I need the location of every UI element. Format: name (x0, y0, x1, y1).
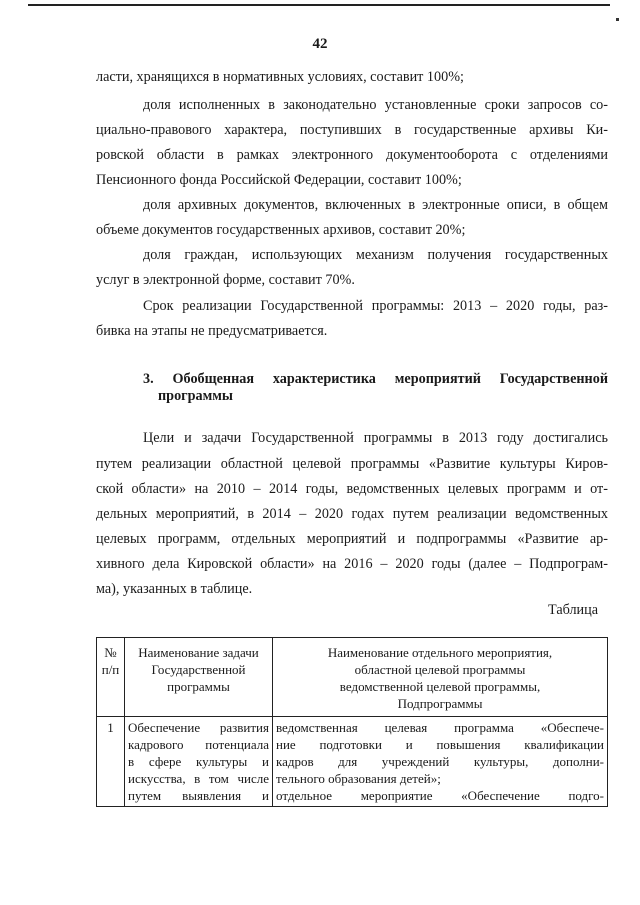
header-num (97, 638, 125, 717)
text-line: объеме документов государственных архивов, составит 20%; (96, 222, 466, 238)
section-heading-line-2: программы (158, 388, 233, 404)
text-line: бивка на этапы не предусматривается. (96, 323, 328, 339)
cell-text: кадров для учреждений культуры, дополни- (276, 754, 604, 769)
header-text: Наименование задачи (138, 645, 259, 660)
corner-mark (616, 18, 619, 21)
activity-cell (273, 717, 608, 807)
page-number: 42 (312, 36, 328, 52)
text-line: доля граждан, использующих механизм получения государственных (143, 247, 608, 263)
text-line: Срок реализации Государственной программы: 2013 – 2020 годы, раз- (143, 298, 608, 314)
text-line: услуг в электронной форме, составит 70%. (96, 272, 355, 288)
task-cell (125, 717, 273, 807)
cell-text: искусства, в том числе (128, 771, 269, 786)
text-line: ской области» на 2010 – 2014 годы, ведомственных целевых программ и от- (96, 481, 608, 497)
program-table (96, 637, 608, 807)
cell-text: тельного образования детей»; (276, 771, 441, 786)
header-text: Наименование отдельного мероприятия, (327, 645, 553, 660)
table-header-row (97, 638, 608, 717)
text-line: доля архивных документов, включенных в электронные описи, в общем (143, 197, 608, 213)
cell-text: в сфере культуры и (128, 754, 269, 769)
text-line: ма), указанных в таблице. (96, 581, 253, 597)
header-text: ведомственной целевой программы, (339, 679, 541, 694)
header-text: программы (167, 679, 230, 694)
header-task (125, 638, 273, 717)
cell-text: ведомственная целевая программа «Обеспече- (276, 720, 604, 735)
header-text: областной целевой программы (354, 662, 526, 677)
section-heading-line-1: 3. Обобщенная характеристика мероприятий Государственной (143, 371, 608, 387)
cell-text: кадрового потенциала (128, 737, 269, 752)
text-line: доля исполненных в законодательно установленные сроки запросов со- (143, 97, 608, 113)
table-row (97, 717, 608, 807)
text-line: дельных мероприятий, в 2014 – 2020 годах путем реализации ведомственных (96, 506, 608, 522)
cell-text: путем выявления и (128, 788, 269, 803)
text-line: циально-правового характера, поступивших в государственные архивы Ки- (96, 122, 608, 138)
text-line: целевых программ, отдельных мероприятий и подпрограммы «Развитие ар- (96, 531, 608, 547)
cell-text: Обеспечение развития (128, 720, 269, 735)
header-text: № (104, 645, 117, 660)
text-line: ровской области в рамках электронного документооборота с отделениями (96, 147, 608, 163)
text-line: хивного дела Кировской области» на 2016 – 2020 годы (далее – Подпрограм- (96, 556, 608, 572)
header-text: Государственной (151, 662, 246, 677)
cell-text: ние подготовки и повышения квалификации (276, 737, 604, 752)
text-line: Пенсионного фонда Российской Федерации, составит 100%; (96, 172, 462, 188)
table-label: Таблица (548, 602, 599, 618)
row-number: 1 (97, 717, 125, 807)
header-text: п/п (101, 662, 120, 677)
top-rule (28, 4, 610, 6)
text-line: Цели и задачи Государственной программы в 2013 году достигались (143, 430, 608, 446)
text-line: ласти, хранящихся в нормативных условиях, составит 100%; (96, 69, 464, 85)
text-line: путем реализации областной целевой программы «Развитие культуры Киров- (96, 456, 608, 472)
cell-text: отдельное мероприятие «Обеспечение подго- (276, 788, 604, 803)
header-text: Подпрограммы (397, 696, 483, 711)
header-activity (273, 638, 608, 717)
